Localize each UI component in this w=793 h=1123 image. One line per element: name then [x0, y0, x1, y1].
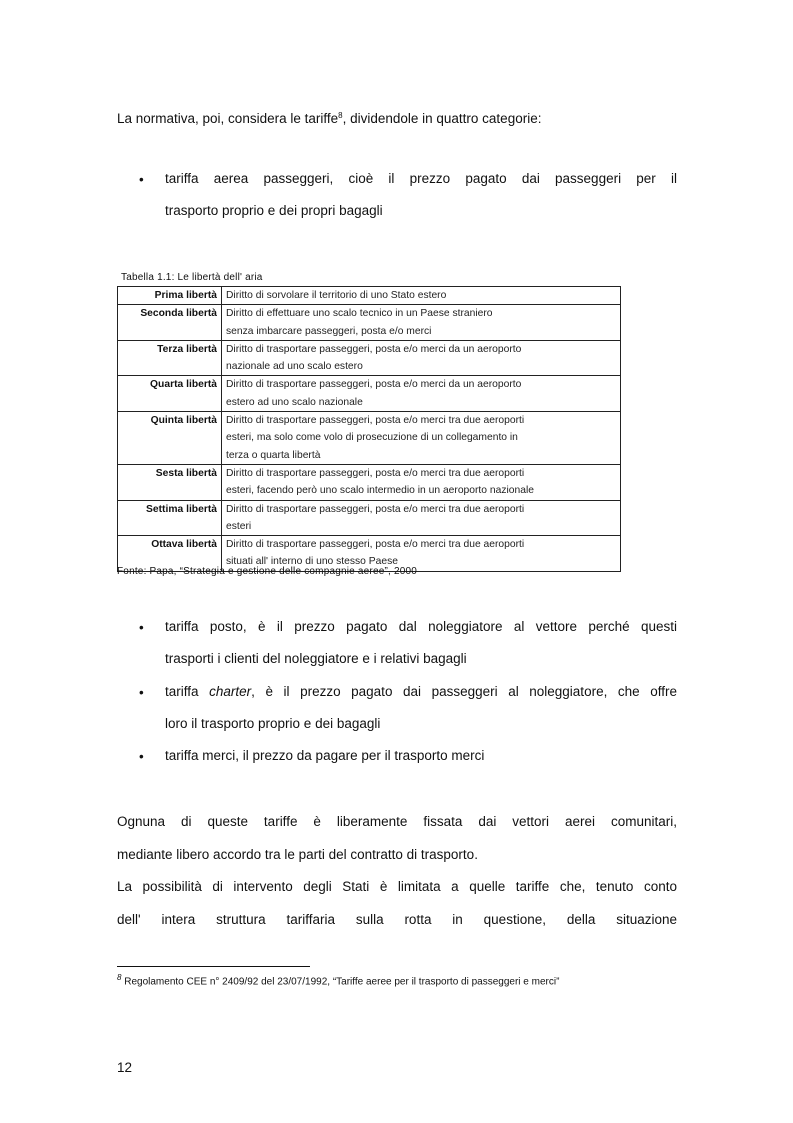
bullet-icon: • — [139, 685, 144, 700]
freedom-label: Quarta libertà — [118, 376, 222, 412]
freedom-description — [222, 340, 621, 376]
list-item — [117, 740, 677, 772]
description-line: Diritto di effettuare uno scalo tecnico in un Paese straniero — [226, 308, 493, 320]
bullet-line: tariffa posto, è il prezzo pagato dal noleggiatore al vettore perché questi — [165, 619, 677, 634]
footnote-divider — [117, 966, 310, 967]
description-line: Diritto di trasportare passeggeri, posta e/o merci da un aeroporto — [226, 343, 522, 355]
footnote — [117, 973, 559, 987]
intro-text-end: , dividendole in quattro categorie: — [342, 111, 542, 126]
italic-term: charter — [209, 684, 252, 699]
bullet-line: tariffa merci, il prezzo da pagare per il trasporto merci — [165, 748, 485, 763]
description-line: esteri, ma solo come volo di prosecuzione di un collegamento in — [226, 432, 518, 444]
bullet-icon: • — [139, 172, 144, 187]
description-line: Diritto di trasportare passeggeri, posta e/o merci tra due aeroporti — [226, 539, 525, 551]
description-line: esteri — [226, 520, 252, 532]
freedoms-table — [117, 286, 621, 572]
bullet-line: trasporti i clienti del noleggiatore e i relativi bagagli — [165, 651, 467, 666]
table-row — [118, 464, 621, 500]
freedom-label: Sesta libertà — [118, 464, 222, 500]
description-line: Diritto di trasportare passeggeri, posta e/o merci tra due aeroporti — [226, 467, 525, 479]
bullet-line: tariffa charter, è il prezzo pagato dai passeggeri al noleggiatore, che offre — [165, 684, 677, 699]
description-line: esteri, facendo però uno scalo intermedio in un aeroporto nazionale — [226, 485, 534, 497]
freedom-description — [222, 376, 621, 412]
paragraph-line: Ognuna di queste tariffe è liberamente fissata dai vettori aerei comunitari, — [117, 814, 677, 829]
description-line: Diritto di trasportare passeggeri, posta e/o merci tra due aeroporti — [226, 415, 525, 427]
freedom-description — [222, 305, 621, 341]
paragraph-line: mediante libero accordo tra le parti del contratto di trasporto. — [117, 847, 478, 862]
description-line: Diritto di trasportare passeggeri, posta e/o merci tra due aeroporti — [226, 503, 525, 515]
freedom-label: Quinta libertà — [118, 412, 222, 465]
table-row — [118, 287, 621, 305]
freedom-description — [222, 500, 621, 536]
freedom-description — [222, 287, 621, 305]
bullet-line: tariffa aerea passeggeri, cioè il prezzo pagato dai passeggeri per il — [165, 171, 677, 186]
table-caption: Tabella 1.1: Le libertà dell' aria — [121, 272, 263, 283]
freedom-description — [222, 464, 621, 500]
description-line: terza o quarta libertà — [226, 449, 321, 461]
freedom-label: Terza libertà — [118, 340, 222, 376]
bullet-icon: • — [139, 620, 144, 635]
table-row — [118, 412, 621, 465]
footnote-ref[interactable]: 8 — [338, 111, 343, 120]
description-line: Diritto di trasportare passeggeri, posta e/o merci da un aeroporto — [226, 379, 522, 391]
table-source: Fonte: Papa, “Strategia e gestione delle compagnie aeree”, 2000 — [117, 566, 418, 577]
list-item — [117, 676, 677, 740]
table-row — [118, 500, 621, 536]
bullet-line: loro il trasporto proprio e dei bagagli — [165, 716, 381, 731]
table-row — [118, 340, 621, 376]
description-line: Diritto di sorvolare il territorio di uno Stato estero — [226, 290, 447, 301]
bullet-line: trasporto proprio e dei propri bagagli — [165, 203, 383, 218]
intro-paragraph — [117, 99, 677, 135]
freedom-label: Settima libertà — [118, 500, 222, 536]
paragraph-line: dell' intera struttura tariffaria sulla rotta in questione, della situazione — [117, 912, 677, 927]
bullet-icon: • — [139, 749, 144, 764]
description-line: estero ad uno scalo nazionale — [226, 396, 363, 408]
freedom-label: Prima libertà — [118, 287, 222, 305]
list-item — [117, 611, 677, 675]
freedom-description — [222, 412, 621, 465]
freedom-label: Ottava libertà — [118, 536, 222, 572]
page-number: 12 — [117, 1060, 133, 1075]
paragraph-line: La possibilità di intervento degli Stati è limitata a quelle tariffe che, tenuto conto — [117, 879, 677, 894]
description-line: senza imbarcare passeggeri, posta e/o merci — [226, 325, 432, 337]
freedom-label: Seconda libertà — [118, 305, 222, 341]
paragraph — [117, 805, 677, 871]
footnote-text: Regolamento CEE n° 2409/92 del 23/07/1992, “Tariffe aeree per il trasporto di passeggeri e merci” — [124, 976, 560, 988]
table-row — [118, 376, 621, 412]
footnote-mark: 8 — [117, 973, 122, 982]
table-row — [118, 305, 621, 341]
list-item — [117, 163, 677, 227]
description-line: nazionale ad uno scalo estero — [226, 361, 363, 373]
intro-text: La normativa, poi, considera le tariffe — [117, 111, 339, 126]
description-line: situati all' interno di uno stesso Paese — [226, 556, 398, 568]
paragraph — [117, 870, 677, 936]
